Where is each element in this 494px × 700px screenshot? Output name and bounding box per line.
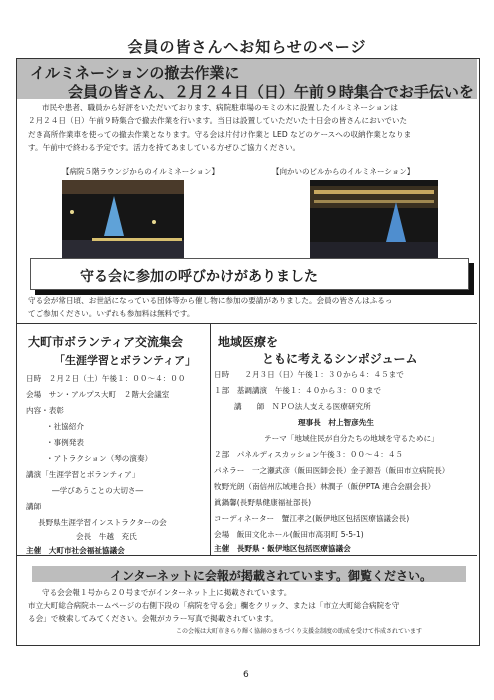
illumination-body-line: だき高所作業車を使っての撤去作業となります。守る会は片付け作業と LED などのケースへの収納作業となりま: [28, 129, 412, 139]
symposium-panel-line: パネラー 一之瀬武彦（飯田医師会長）金子源吾（飯田市立病院長）: [214, 466, 450, 475]
join-call-line: てご参加ください。いずれも参加料は無料です。: [28, 309, 195, 318]
illumination-body-line: 市民や患者、職員から好評をいただいております、病院駐車場のモミの木に設置したイルミネーションは: [42, 103, 398, 112]
symposium-coordinator: コーディネーター 蟹江孝之(飯伊地区包括医療協議会長): [214, 514, 410, 523]
symposium-panel-line: 眞鍋馨(長野県健康福祉部長): [214, 498, 312, 507]
volunteer-lecture: 講演「生涯学習とボランティア」: [26, 470, 140, 479]
volunteer-host: 主催 大町市社会福祉協議会: [26, 546, 125, 555]
column-divider: [210, 323, 211, 555]
internet-line: 市立大町総合病院ホームページの右側下段の「病院を守る会」欄をクリック、または「市立大町総合病院を守: [28, 601, 400, 610]
volunteer-content-item: ・社協紹介: [46, 422, 84, 431]
symposium-panel-line: 牧野光朗（南信州広域連合長）林潤子（飯伊PTA 連合会副会長）: [214, 482, 436, 491]
page-title: 会員の皆さんへお知らせのページ: [127, 38, 367, 56]
volunteer-lecturer-org: 長野県生涯学習インストラクターの会: [38, 518, 167, 527]
join-call-title: 守る会に参加の呼びかけがありました: [80, 269, 318, 285]
volunteer-content-item: ・事例発表: [46, 438, 84, 447]
photo-right-illumination: [310, 180, 438, 258]
symposium-date: 日時 ２月３日（日）午後１：３０から４：４５まで: [214, 370, 404, 379]
volunteer-title: 大町市ボランティア交流集会: [28, 335, 184, 349]
illumination-body-line: ２月２４日（日）午前９時集合で撤去作業を行います。当日は設置していただいた十日会の皆さんにおいでいた: [28, 116, 408, 126]
photo-left-caption: 【病院５階ラウンジからのイルミネーション】: [62, 167, 220, 176]
volunteer-lecture-sub: ―学びあうことの大切さ―: [52, 486, 144, 495]
internet-title: インターネットに会報が掲載されています。御覧ください。: [110, 569, 432, 583]
volunteer-date: 日時 ２月２日（土）午後１：００～４：００: [26, 374, 186, 383]
join-call-line: 守る会が常日頃、お世話になっている団体等から催し物に参加の要請がありました。会員の皆さんはふるっ: [28, 296, 393, 305]
internet-line: 守る会会報１号から２０号までがインターネット上に掲載されています。: [42, 588, 292, 597]
footnote: この会報は大町市きらり輝く協創のまちづくり支援金制度の助成を受けて作成されています: [176, 628, 422, 635]
symposium-theme: テーマ「地域住民が自分たちの地域を守るために」: [264, 434, 439, 443]
internet-body: [28, 586, 472, 625]
symposium-speaker-role: 講 師 ＮＰＯ法人支える医療研究所: [234, 402, 371, 411]
symposium-part2: ２部 パネルディスカッション午後３：００～４：４５: [214, 450, 404, 459]
symposium-venue: 会場 飯田文化ホール(飯田市高羽町 5-5-1): [214, 530, 364, 539]
illumination-title-line1: イルミネーションの撤去作業に: [30, 64, 240, 82]
illumination-title-line2: 会員の皆さん、２月２４日（日）午前９時集合でお手伝いを: [68, 83, 474, 101]
volunteer-subtitle: 「生涯学習とボランティア」: [54, 354, 197, 367]
internet-line: る会」で検索してみてください。会報がカラー写真で掲載されています。: [28, 614, 278, 623]
volunteer-lecturer-name: 会長 牛越 充氏: [76, 532, 137, 541]
symposium-speaker-name: 理事長 村上智彦先生: [298, 418, 374, 427]
volunteer-lecturer-heading: 講師: [26, 502, 42, 511]
volunteer-content-heading: 内容・表彰: [26, 406, 64, 415]
illumination-body: [28, 101, 468, 155]
join-call-body: [28, 294, 472, 320]
symposium-title-line2: ともに考えるシンポジューム: [262, 352, 418, 366]
symposium-part1: １部 基調講演 午後１：４０から３：００まで: [214, 386, 382, 395]
illumination-body-line: す。午前中で終わる予定です。活力を持てあましている方ぜひご協力ください。: [28, 143, 301, 153]
divider: [17, 323, 477, 324]
photo-right-caption: 【向かいのビルからのイルミネーション】: [272, 167, 415, 176]
volunteer-content-item: ・アトラクション（琴の演奏）: [46, 454, 153, 463]
symposium-host: 主催 長野県・飯伊地区包括医療協議会: [214, 544, 351, 553]
symposium-title-line1: 地域医療を: [218, 335, 279, 349]
volunteer-venue: 会場 サン・アルプス大町 ２階大会議室: [26, 390, 170, 399]
photo-left-illumination: [62, 180, 184, 258]
page-number: 6: [243, 670, 249, 680]
